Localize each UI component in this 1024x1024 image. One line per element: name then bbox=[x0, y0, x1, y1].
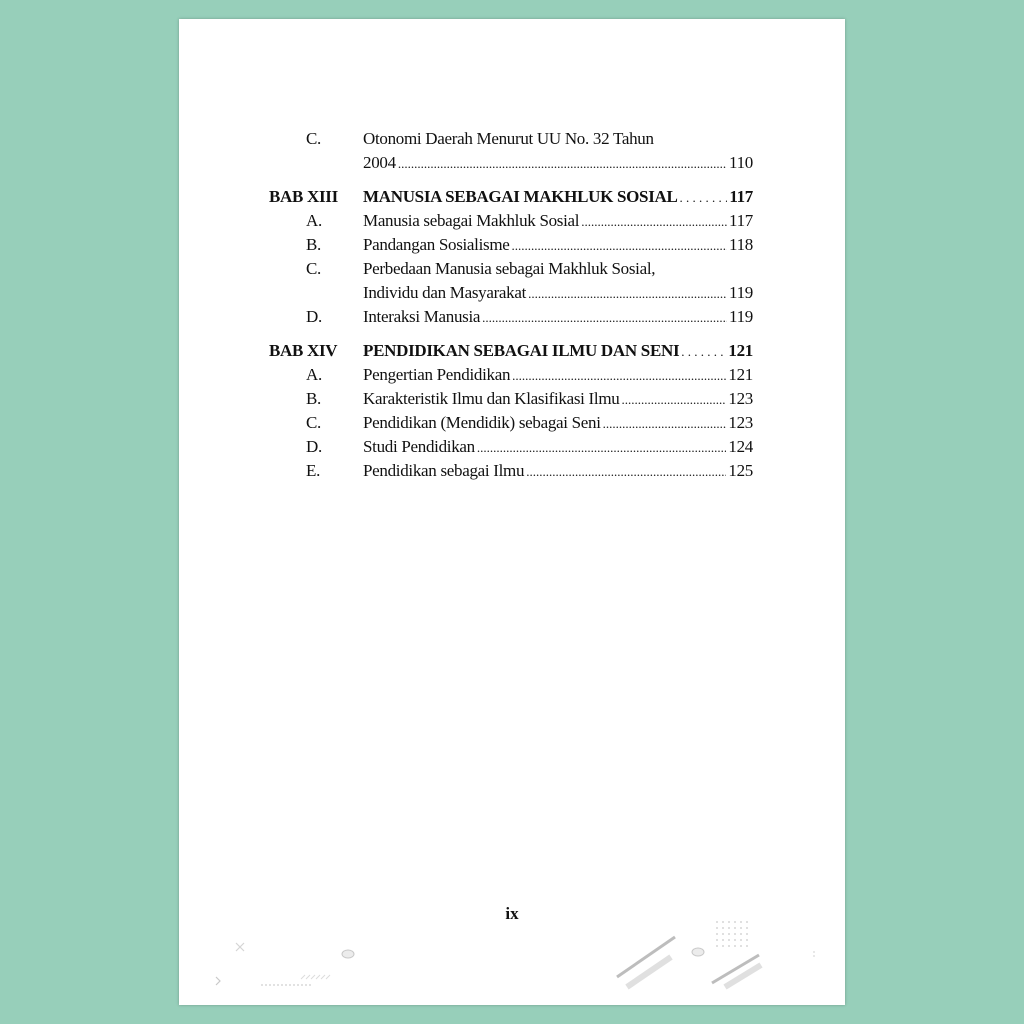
toc-entry-row bbox=[269, 281, 753, 305]
page-reference: 118 bbox=[729, 235, 753, 254]
cross-mark-icon bbox=[236, 943, 244, 951]
dot-leader bbox=[681, 340, 726, 364]
toc-entry-row bbox=[269, 233, 753, 257]
entry-title: Pandangan Sosialisme bbox=[363, 235, 510, 254]
dot-leader bbox=[512, 364, 726, 388]
dot-grid-pattern bbox=[716, 921, 748, 947]
entry-title: Perbedaan Manusia sebagai Makhluk Sosial, bbox=[363, 259, 656, 278]
toc-entry-row bbox=[269, 257, 753, 281]
page-reference: 117 bbox=[729, 211, 753, 230]
entry-letter: C. bbox=[306, 413, 321, 432]
dot-leader bbox=[528, 282, 727, 306]
page-reference: 125 bbox=[728, 461, 753, 480]
entry-letter: C. bbox=[306, 129, 321, 148]
entry-letter: D. bbox=[306, 437, 322, 456]
dot-leader bbox=[512, 234, 728, 258]
dot-leader bbox=[482, 306, 727, 330]
dot-leader bbox=[680, 186, 728, 210]
dot-leader bbox=[603, 412, 727, 436]
toc-chapter-row bbox=[269, 339, 753, 363]
page-reference: 121 bbox=[728, 365, 753, 384]
small-oval-shape bbox=[342, 950, 354, 958]
small-oval-shape bbox=[692, 948, 704, 956]
entry-letter: B. bbox=[306, 389, 321, 408]
toc-entry-row bbox=[269, 387, 753, 411]
toc-entry-row bbox=[269, 459, 753, 483]
entry-title: Pendidikan (Mendidik) sebagai Seni bbox=[363, 413, 601, 432]
entry-letter: E. bbox=[306, 461, 321, 480]
page-reference: 110 bbox=[729, 153, 753, 172]
toc-entry-row bbox=[269, 127, 753, 151]
entry-title: Interaksi Manusia bbox=[363, 307, 481, 326]
entry-title: Individu dan Masyarakat bbox=[363, 283, 527, 302]
footer-decoration bbox=[179, 915, 845, 1005]
toc-entry-row bbox=[269, 209, 753, 233]
page-reference: 119 bbox=[729, 307, 753, 326]
dot-leader bbox=[398, 152, 727, 176]
document-page bbox=[179, 19, 845, 1005]
page-reference: 123 bbox=[728, 389, 753, 408]
table-of-contents bbox=[269, 127, 753, 483]
diagonal-stroke-shape bbox=[627, 957, 671, 987]
entry-title: Manusia sebagai Makhluk Sosial bbox=[363, 211, 580, 230]
page-reference: 117 bbox=[729, 187, 753, 206]
toc-entry-row bbox=[269, 305, 753, 329]
dot-leader bbox=[526, 460, 726, 484]
chevron-right-icon bbox=[216, 977, 220, 985]
dot-leader bbox=[621, 388, 726, 412]
dot-leader bbox=[581, 210, 727, 234]
chapter-number: BAB XIII bbox=[269, 187, 338, 206]
entry-title: Studi Pendidikan bbox=[363, 437, 475, 456]
page-reference: 124 bbox=[728, 437, 753, 456]
page-number: ix bbox=[505, 904, 519, 923]
toc-entry-row bbox=[269, 411, 753, 435]
toc-entry-row bbox=[269, 151, 753, 175]
toc-entry-row bbox=[269, 435, 753, 459]
toc-entry-row bbox=[269, 363, 753, 387]
dot-leader bbox=[477, 436, 727, 460]
entry-title: Otonomi Daerah Menurut UU No. 32 Tahun bbox=[363, 129, 654, 148]
page-reference: 121 bbox=[728, 341, 753, 360]
toc-chapter-row bbox=[269, 185, 753, 209]
entry-letter: A. bbox=[306, 211, 322, 230]
page-reference: 119 bbox=[729, 283, 753, 302]
entry-title: Pendidikan sebagai Ilmu bbox=[363, 461, 525, 480]
entry-letter: B. bbox=[306, 235, 321, 254]
chapter-title: PENDIDIKAN SEBAGAI ILMU DAN SENI bbox=[363, 341, 680, 360]
entry-letter: C. bbox=[306, 259, 321, 278]
entry-title: Karakteristik Ilmu dan Klasifikasi Ilmu bbox=[363, 389, 620, 408]
hatch-marks-shape bbox=[301, 975, 330, 979]
entry-letter: D. bbox=[306, 307, 322, 326]
page-reference: 123 bbox=[728, 413, 753, 432]
chapter-number: BAB XIV bbox=[269, 341, 338, 360]
entry-letter: A. bbox=[306, 365, 322, 384]
diagonal-stroke-shape bbox=[725, 965, 761, 987]
entry-title: 2004 bbox=[363, 153, 396, 172]
entry-title: Pengertian Pendidikan bbox=[363, 365, 511, 384]
chapter-title: MANUSIA SEBAGAI MAKHLUK SOSIAL bbox=[363, 187, 678, 206]
